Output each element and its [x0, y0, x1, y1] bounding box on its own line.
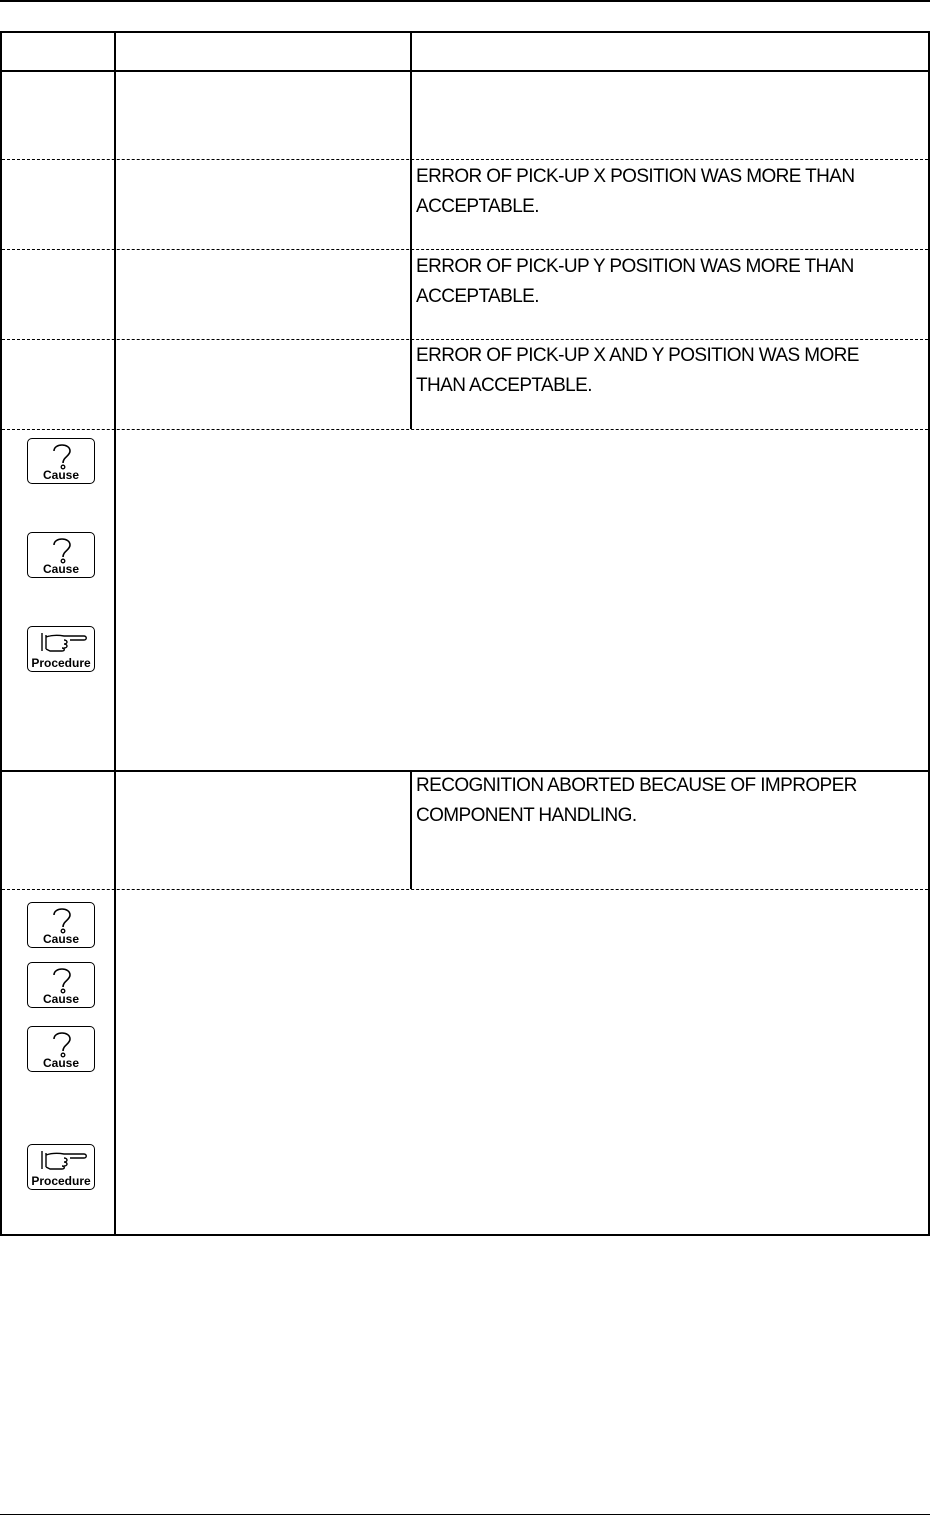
header-divider — [2, 70, 928, 72]
row-divider — [2, 249, 928, 250]
error-message-xy: ERROR OF PICK-UP X AND Y POSITION WAS MORE THAN ACCEPTABLE. — [416, 345, 859, 396]
column-divider-1 — [114, 33, 116, 1234]
row-divider — [2, 339, 928, 340]
row-divider — [2, 889, 928, 890]
cause-badge — [27, 902, 95, 948]
cause-badge — [27, 1026, 95, 1072]
cause-label: Cause — [42, 1056, 80, 1070]
row-divider — [2, 159, 928, 160]
pointing-hand-icon — [28, 627, 96, 659]
page-bottom-rule — [0, 1514, 930, 1515]
pointing-hand-icon — [28, 1145, 96, 1177]
question-mark-icon — [28, 1027, 96, 1059]
column-divider-2b — [410, 770, 412, 889]
question-mark-icon — [28, 903, 96, 935]
cause-badge — [27, 532, 95, 578]
procedure-label: Procedure — [31, 656, 91, 670]
procedure-badge — [27, 1144, 95, 1190]
cause-badge — [27, 962, 95, 1008]
cause-label: Cause — [42, 468, 80, 482]
column-divider-2a — [410, 33, 412, 429]
row-divider — [2, 429, 928, 430]
procedure-label: Procedure — [31, 1174, 91, 1188]
question-mark-icon — [28, 963, 96, 995]
question-mark-icon — [28, 439, 96, 471]
cause-label: Cause — [42, 932, 80, 946]
error-message-y: ERROR OF PICK-UP Y POSITION WAS MORE THAN ACCEPTABLE. — [416, 256, 854, 307]
procedure-badge — [27, 626, 95, 672]
error-message-x: ERROR OF PICK-UP X POSITION WAS MORE THAN ACCEPTABLE. — [416, 166, 855, 217]
question-mark-icon — [28, 533, 96, 565]
cause-badge — [27, 438, 95, 484]
cause-label: Cause — [42, 992, 80, 1006]
error-message-recognition: RECOGNITION ABORTED BECAUSE OF IMPROPER COMPONENT HANDLING. — [416, 775, 857, 826]
cause-label: Cause — [42, 562, 80, 576]
page-top-rule — [0, 0, 930, 2]
